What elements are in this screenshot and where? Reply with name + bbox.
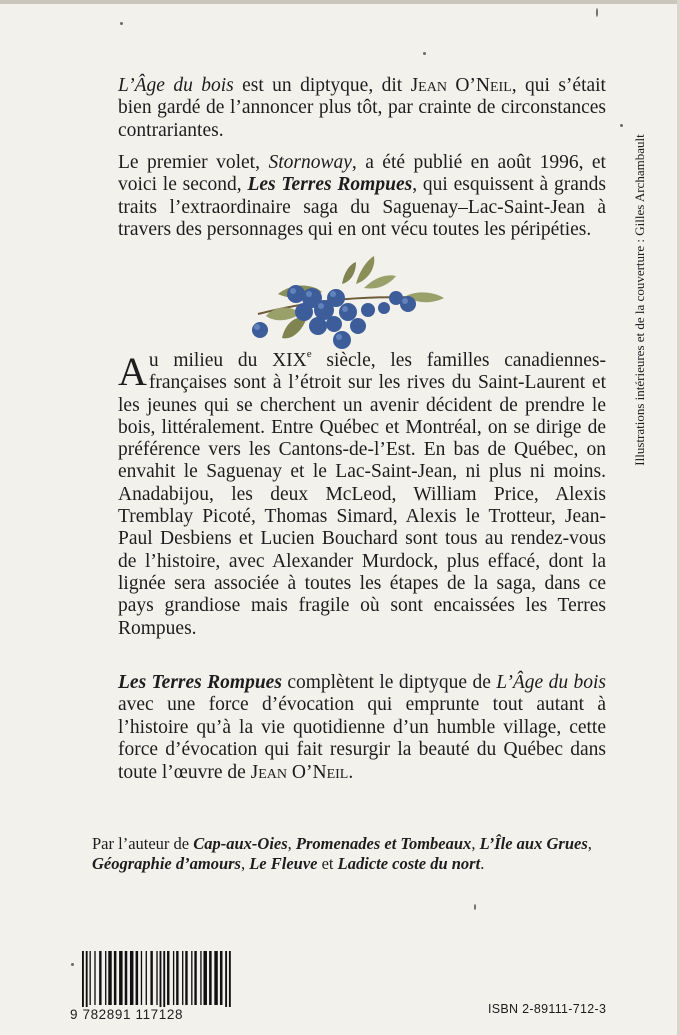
- top-edge: [0, 0, 680, 4]
- barcode-bar: [141, 951, 142, 1005]
- book-title: Le Fleuve: [249, 854, 318, 873]
- barcode-bar: [94, 951, 95, 1005]
- text: ,: [287, 834, 296, 853]
- other-works-byline: [92, 834, 606, 874]
- barcode-bar: [167, 951, 169, 1005]
- text: Le premier volet,: [118, 152, 269, 173]
- isbn: ISBN 2-89111-712-3: [488, 1002, 607, 1016]
- text: avec une force d’évocation qui emprunte tout autant à l’histoire qu’à la vie quotidienne d’un humble village, cette force d’évocation qui fait resurgir la beauté du Québec dans toute l’œuvre de: [118, 694, 606, 783]
- barcode-bar: [105, 951, 106, 1005]
- book-title: Ladicte coste du nort: [337, 854, 481, 873]
- barcode-digits: 9 782891 117128: [68, 1007, 235, 1022]
- text: ,: [471, 834, 480, 853]
- book-title: L’Île aux Grues: [479, 834, 588, 853]
- barcode-bar: [114, 951, 117, 1005]
- book-title: L’Âge du bois: [496, 672, 606, 693]
- barcode-bars: [82, 951, 232, 1011]
- barcode-bar: [176, 951, 178, 1005]
- barcode-bar: [150, 951, 152, 1005]
- closing-paragraph: [118, 672, 606, 784]
- barcode-bar: [209, 951, 212, 1005]
- text: .: [348, 761, 354, 783]
- book-title: Stornoway: [268, 152, 352, 173]
- barcode-bar: [214, 951, 217, 1005]
- barcode-bar: [225, 951, 227, 1011]
- book-title: Promenades et Tombeaux: [295, 834, 472, 853]
- speck: [423, 52, 426, 55]
- author-name: Jean O’Neil: [250, 761, 349, 783]
- book-title: Les Terres Rompues: [247, 174, 413, 196]
- barcode-bar: [185, 951, 187, 1005]
- intro-paragraph-2: [118, 152, 606, 242]
- barcode-bar: [156, 951, 157, 1005]
- drop-cap: A: [118, 349, 147, 394]
- barcode-bar: [125, 951, 128, 1005]
- blueberry-sprig-icon: [238, 254, 448, 358]
- text: complètent le diptyque de: [281, 672, 497, 693]
- text: ,: [587, 834, 592, 853]
- barcode-bar: [160, 951, 162, 1011]
- barcode-bar: [173, 951, 174, 1005]
- barcode-bar: [229, 951, 231, 1011]
- speck: [474, 904, 476, 910]
- barcode-bar: [86, 951, 88, 1011]
- text: est un diptyque, dit: [233, 75, 411, 96]
- speck: [596, 8, 598, 17]
- barcode-bar: [119, 951, 122, 1005]
- book-title: Les Terres Rompues: [118, 672, 282, 693]
- barcode-bar: [200, 951, 201, 1005]
- text: , a été publié en août 1996, et voici le second,: [118, 152, 606, 196]
- credit-text: Illustrations intérieures et de la couverture : Gilles Archambault: [632, 134, 647, 466]
- author-name: Jean O’Neil: [410, 75, 512, 96]
- barcode-bar: [182, 951, 183, 1005]
- barcode-bar: [90, 951, 91, 1005]
- barcode-bar: [194, 951, 196, 1005]
- barcode-bar: [191, 951, 192, 1005]
- speck: [620, 124, 623, 127]
- book-title: Cap-aux-Oies: [193, 834, 288, 853]
- barcode-bar: [108, 951, 111, 1005]
- speck: [120, 22, 123, 25]
- summary-paragraph: [118, 347, 607, 640]
- barcode-bar: [130, 951, 133, 1005]
- barcode: [68, 951, 233, 1023]
- text: , qui esquissent à grands traits l’extraordinaire saga du Saguenay–Lac-Saint-Jean à travers des personnages qui en ont vécu toutes les péripéties.: [118, 174, 606, 241]
- barcode-bar: [163, 951, 165, 1011]
- text: Par l’auteur de: [92, 834, 194, 853]
- barcode-bar: [99, 951, 101, 1005]
- superscript: e: [306, 347, 312, 360]
- barcode-bar: [146, 951, 147, 1005]
- barcode-bar: [203, 951, 206, 1005]
- text: u milieu du XIX: [148, 350, 307, 371]
- text: .: [480, 854, 485, 873]
- text: ,: [240, 854, 250, 873]
- illustration-credit: [629, 100, 651, 500]
- barcode-bar: [82, 951, 84, 1011]
- barcode-bar: [220, 951, 223, 1005]
- book-title: L’Âge du bois: [118, 75, 234, 96]
- text: , qui s’était bien gardé de l’annoncer plus tôt, par crainte de circonstances contrariantes.: [118, 75, 606, 141]
- book-title: Géographie d’amours: [92, 854, 241, 873]
- intro-paragraph-1: [118, 75, 606, 142]
- barcode-bar: [136, 951, 139, 1005]
- text: et: [317, 854, 338, 873]
- speck: [71, 963, 74, 966]
- text: siècle, les familles canadiennes-françaises sont à l’étroit sur les rives du Saint-Laurent et les jeunes qui se cherchent un avenir décident de prendre le bois, littéralement. Entre Québec et Montréal, on se dirige de préférence vers les Cantons-de-l’Est. En bas de Québec, on envahit le Saguenay et le Lac-Saint-Jean, ni plus ni moins. Anadabijou, les deux McLeod, William Price, Alexis Tremblay Picoté, Thomas Simard, Alexis le Trotteur, Jean-Paul Desbiens et Lucien Bouchard sont tous au rendez-vous de l’histoire, avec Alexander Murdock, plus effacé, dont la lignée sera associée à toutes les étapes de la saga, dans ce pays grandiose mais fragile où sont encaissées les Terres Rompues.: [118, 350, 607, 639]
